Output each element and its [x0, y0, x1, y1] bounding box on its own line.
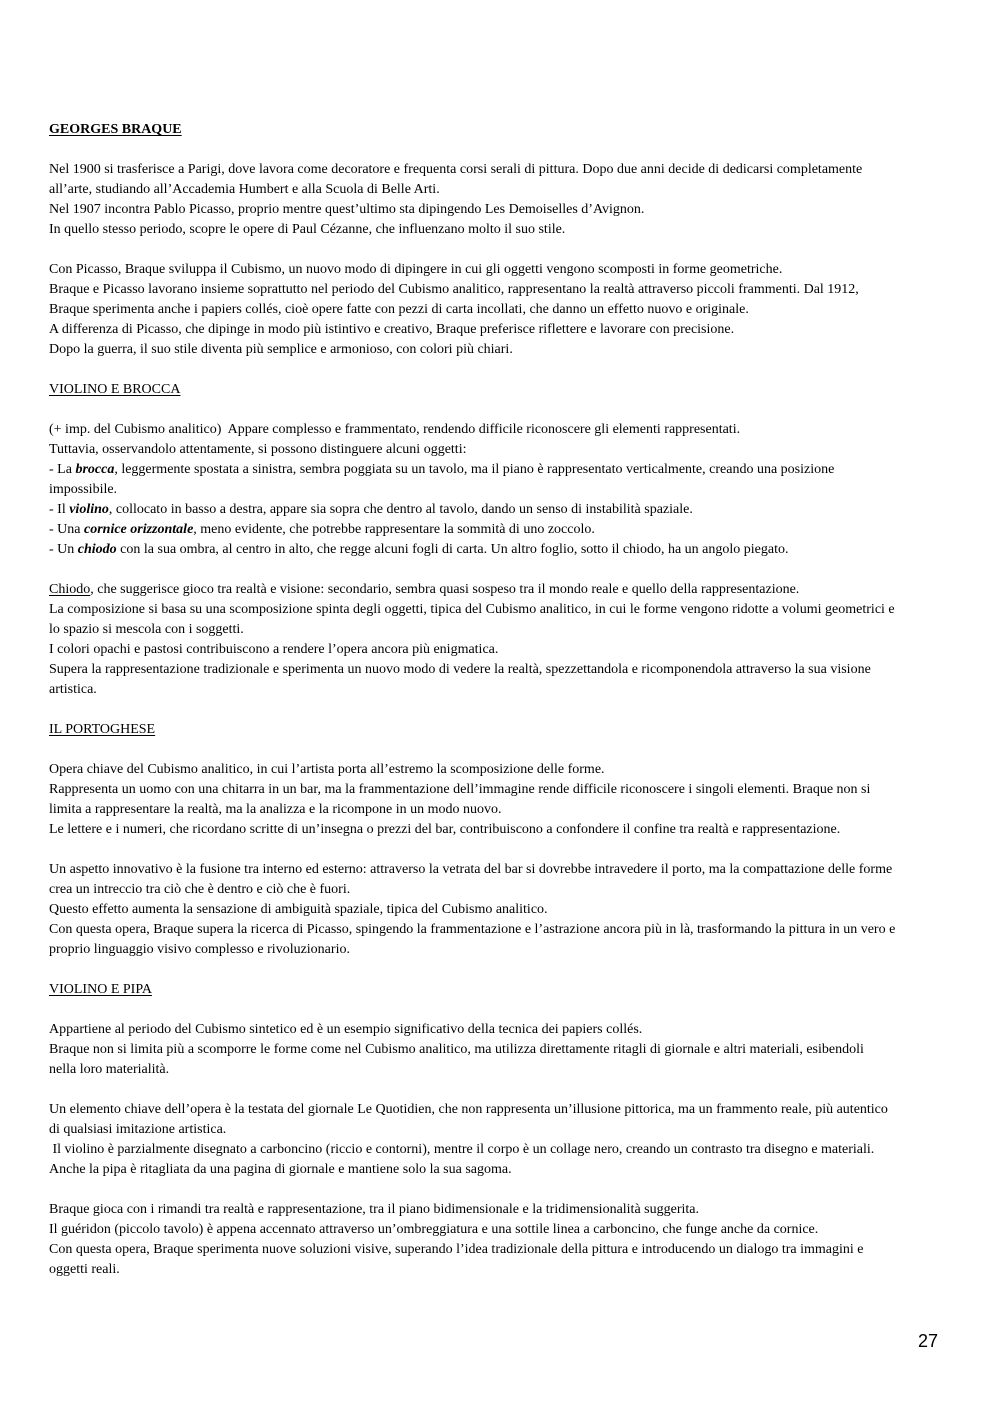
text-line — [49, 1060, 967, 1080]
text-line — [49, 280, 967, 300]
text-line — [49, 680, 967, 700]
blank-line — [49, 1180, 967, 1200]
paragraph — [49, 160, 967, 240]
paragraph — [49, 1020, 967, 1080]
text-line — [49, 620, 967, 640]
text-line — [49, 920, 967, 940]
section-georges-braque — [49, 120, 967, 360]
blank-line — [49, 700, 967, 720]
text-run: proprio linguaggio visivo complesso e rivoluzionario. — [49, 942, 350, 957]
paragraph — [49, 420, 967, 560]
text-line — [49, 900, 967, 920]
text-run: crea un intreccio tra ciò che è dentro e ciò che è fuori. — [49, 882, 351, 897]
text-line — [49, 1260, 967, 1280]
paragraph — [49, 860, 967, 960]
emphasis-term: brocca — [75, 462, 115, 477]
blank-line — [49, 140, 967, 160]
text-run: - Un — [49, 542, 78, 557]
text-run: - La — [49, 462, 76, 477]
text-line — [49, 880, 967, 900]
text-run: lo spazio si mescola con i soggetti. — [49, 622, 244, 637]
text-run: Il violino è parzialmente disegnato a carboncino (riccio e contorni), mentre il corpo è un collage nero, creando un contrasto tra disegno e materiali. — [49, 1142, 875, 1157]
text-run: In quello stesso periodo, scopre le opere di Paul Cézanne, che influenzano molto il suo stile. — [49, 222, 566, 237]
text-line — [49, 340, 967, 360]
text-run: di qualsiasi imitazione artistica. — [49, 1122, 227, 1137]
text-line — [49, 520, 967, 540]
text-line — [49, 300, 967, 320]
section-violino-e-brocca — [49, 380, 967, 700]
text-line — [49, 1100, 967, 1120]
text-run: Nel 1900 si trasferisce a Parigi, dove lavora come decoratore e frequenta corsi serali di pittura. Dopo due anni decide di dedicarsi completamente — [49, 162, 863, 177]
paragraph — [49, 1200, 967, 1280]
blank-line — [49, 960, 967, 980]
section-heading: VIOLINO E BROCCA — [49, 382, 181, 397]
text-run: oggetti reali. — [49, 1262, 120, 1277]
paragraph — [49, 580, 967, 700]
paragraph — [49, 260, 967, 360]
text-line — [49, 1140, 967, 1160]
text-line — [49, 500, 967, 520]
text-line — [49, 1220, 967, 1240]
text-line — [49, 260, 967, 280]
text-run: Questo effetto aumenta la sensazione di ambiguità spaziale, tipica del Cubismo analitico. — [49, 902, 548, 917]
text-run: Anche la pipa è ritagliata da una pagina di giornale e mantiene solo la sua sagoma. — [49, 1162, 512, 1177]
text-run: Un elemento chiave dell’opera è la testata del giornale Le Quotidien, che non rappresenta un’illusione pittorica, ma un frammento reale, più autentico — [49, 1102, 888, 1117]
paragraph — [49, 760, 967, 840]
text-run: (+ imp. del Cubismo analitico) Appare complesso e frammentato, rendendo difficile riconoscere gli elementi rappresentati. — [49, 422, 741, 437]
section-violino-e-pipa — [49, 980, 967, 1280]
emphasis-term: cornice orizzontale — [84, 522, 194, 537]
text-run: Con questa opera, Braque sperimenta nuove soluzioni visive, superando l’idea tradizionale della pittura e introducendo un dialogo tra immagini e — [49, 1242, 864, 1257]
text-line — [49, 1160, 967, 1180]
text-run: I colori opachi e pastosi contribuiscono a rendere l’opera ancora più enigmatica. — [49, 642, 499, 657]
blank-line — [49, 1000, 967, 1020]
text-run: Con Picasso, Braque sviluppa il Cubismo, un nuovo modo di dipingere in cui gli oggetti vengono scomposti in forme geometriche. — [49, 262, 783, 277]
text-run: Tuttavia, osservandolo attentamente, si possono distinguere alcuni oggetti: — [49, 442, 467, 457]
text-line — [49, 460, 967, 480]
text-run: artistica. — [49, 682, 97, 697]
document-body — [49, 120, 967, 1280]
emphasis-term: violino — [69, 502, 109, 517]
text-run: , leggermente spostata a sinistra, sembra poggiata su un tavolo, ma il piano è rappresentato verticalmente, creando una posizione — [114, 462, 835, 477]
underlined-term: Chiodo — [49, 582, 91, 597]
text-line — [49, 440, 967, 460]
text-line — [49, 160, 967, 180]
text-run: all’arte, studiando all’Accademia Humbert e alla Scuola di Belle Arti. — [49, 182, 440, 197]
blank-line — [49, 240, 967, 260]
text-line — [49, 420, 967, 440]
text-run: Rappresenta un uomo con una chitarra in un bar, ma la frammentazione dell’immagine rende difficile riconoscere i singoli elementi. Braque non si — [49, 782, 871, 797]
section-il-portoghese — [49, 720, 967, 960]
text-run: , collocato in basso a destra, appare sia sopra che dentro al tavolo, dando un senso di instabilità spaziale. — [108, 502, 693, 517]
text-run: Il guéridon (piccolo tavolo) è appena accennato attraverso un’ombreggiatura e una sottile linea a carboncino, che funge anche da cornice. — [49, 1222, 819, 1237]
text-run: - Il — [49, 502, 70, 517]
emphasis-term: chiodo — [77, 542, 117, 557]
text-line — [49, 800, 967, 820]
text-run: La composizione si basa su una scomposizione spinta degli oggetti, tipica del Cubismo analitico, in cui le forme vengono ridotte a volumi geometrici e — [49, 602, 895, 617]
text-line — [49, 220, 967, 240]
text-run: Appartiene al periodo del Cubismo sintetico ed è un esempio significativo della tecnica dei papiers collés. — [49, 1022, 643, 1037]
text-run: limita a rappresentare la realtà, ma la analizza e la ricompone in un modo nuovo. — [49, 802, 502, 817]
text-run: Supera la rappresentazione tradizionale e sperimenta un nuovo modo di vedere la realtà, spezzettandola e ricomponendola attraverso la sua visione — [49, 662, 871, 677]
text-run: Braque non si limita più a scomporre le forme come nel Cubismo analitico, ma utilizza direttamente ritagli di giornale e altri materiali, esibendoli — [49, 1042, 864, 1057]
text-run: Braque e Picasso lavorano insieme soprattutto nel periodo del Cubismo analitico, rappresentano la realtà attraverso piccoli frammenti. Dal 1912, — [49, 282, 859, 297]
text-line — [49, 540, 967, 560]
blank-line — [49, 560, 967, 580]
section-heading: VIOLINO E PIPA — [49, 982, 152, 997]
text-run: Le lettere e i numeri, che ricordano scritte di un’insegna o prezzi del bar, contribuiscono a confondere il confine tra realtà e rappresentazione. — [49, 822, 841, 837]
text-run: Con questa opera, Braque supera la ricerca di Picasso, spingendo la frammentazione e l’astrazione ancora più in là, trasformando la pittura in un vero e — [49, 922, 896, 937]
text-line — [49, 1200, 967, 1220]
text-line — [49, 640, 967, 660]
text-line — [49, 180, 967, 200]
text-line — [49, 1020, 967, 1040]
text-run: con la sua ombra, al centro in alto, che regge alcuni fogli di carta. Un altro foglio, sotto il chiodo, ha un angolo piegato. — [116, 542, 789, 557]
section-heading: GEORGES BRAQUE — [49, 122, 182, 137]
text-run: , che suggerisce gioco tra realtà e visione: secondario, sembra quasi sospeso tra il mondo reale e quello della rappresentazione. — [90, 582, 800, 597]
blank-line — [49, 360, 967, 380]
text-run: nella loro materialità. — [49, 1062, 170, 1077]
text-line — [49, 780, 967, 800]
text-run: Un aspetto innovativo è la fusione tra interno ed esterno: attraverso la vetrata del bar si dovrebbe intravedere il porto, ma la compattazione delle forme — [49, 862, 893, 877]
blank-line — [49, 1080, 967, 1100]
page-number: 27 — [918, 1331, 939, 1351]
blank-line — [49, 840, 967, 860]
text-run: impossibile. — [49, 482, 118, 497]
section-heading: IL PORTOGHESE — [49, 722, 156, 737]
text-line — [49, 200, 967, 220]
text-line — [49, 820, 967, 840]
text-run: Braque gioca con i rimandi tra realtà e rappresentazione, tra il piano bidimensionale e la tridimensionalità suggerita. — [49, 1202, 699, 1217]
text-run: , meno evidente, che potrebbe rappresentare la sommità di uno zoccolo. — [193, 522, 595, 537]
paragraph — [49, 1100, 967, 1180]
text-line — [49, 580, 967, 600]
text-line — [49, 660, 967, 680]
text-run: Dopo la guerra, il suo stile diventa più semplice e armonioso, con colori più chiari. — [49, 342, 513, 357]
text-run: Braque sperimenta anche i papiers collés, cioè opere fatte con pezzi di carta incollati, che danno un effetto nuovo e originale. — [49, 302, 749, 317]
text-line — [49, 760, 967, 780]
text-line — [49, 940, 967, 960]
text-run: - Una — [49, 522, 84, 537]
text-line — [49, 860, 967, 880]
text-line — [49, 1120, 967, 1140]
blank-line — [49, 400, 967, 420]
text-run: A differenza di Picasso, che dipinge in modo più istintivo e creativo, Braque preferisce riflettere e lavorare con precisione. — [49, 322, 735, 337]
text-line — [49, 600, 967, 620]
blank-line — [49, 740, 967, 760]
text-run: Opera chiave del Cubismo analitico, in cui l’artista porta all’estremo la scomposizione delle forme. — [49, 762, 605, 777]
text-run: Nel 1907 incontra Pablo Picasso, proprio mentre quest’ultimo sta dipingendo Les Demoiselles d’Avignon. — [49, 202, 645, 217]
text-line — [49, 1240, 967, 1260]
text-line — [49, 1040, 967, 1060]
text-line — [49, 320, 967, 340]
text-line — [49, 480, 967, 500]
